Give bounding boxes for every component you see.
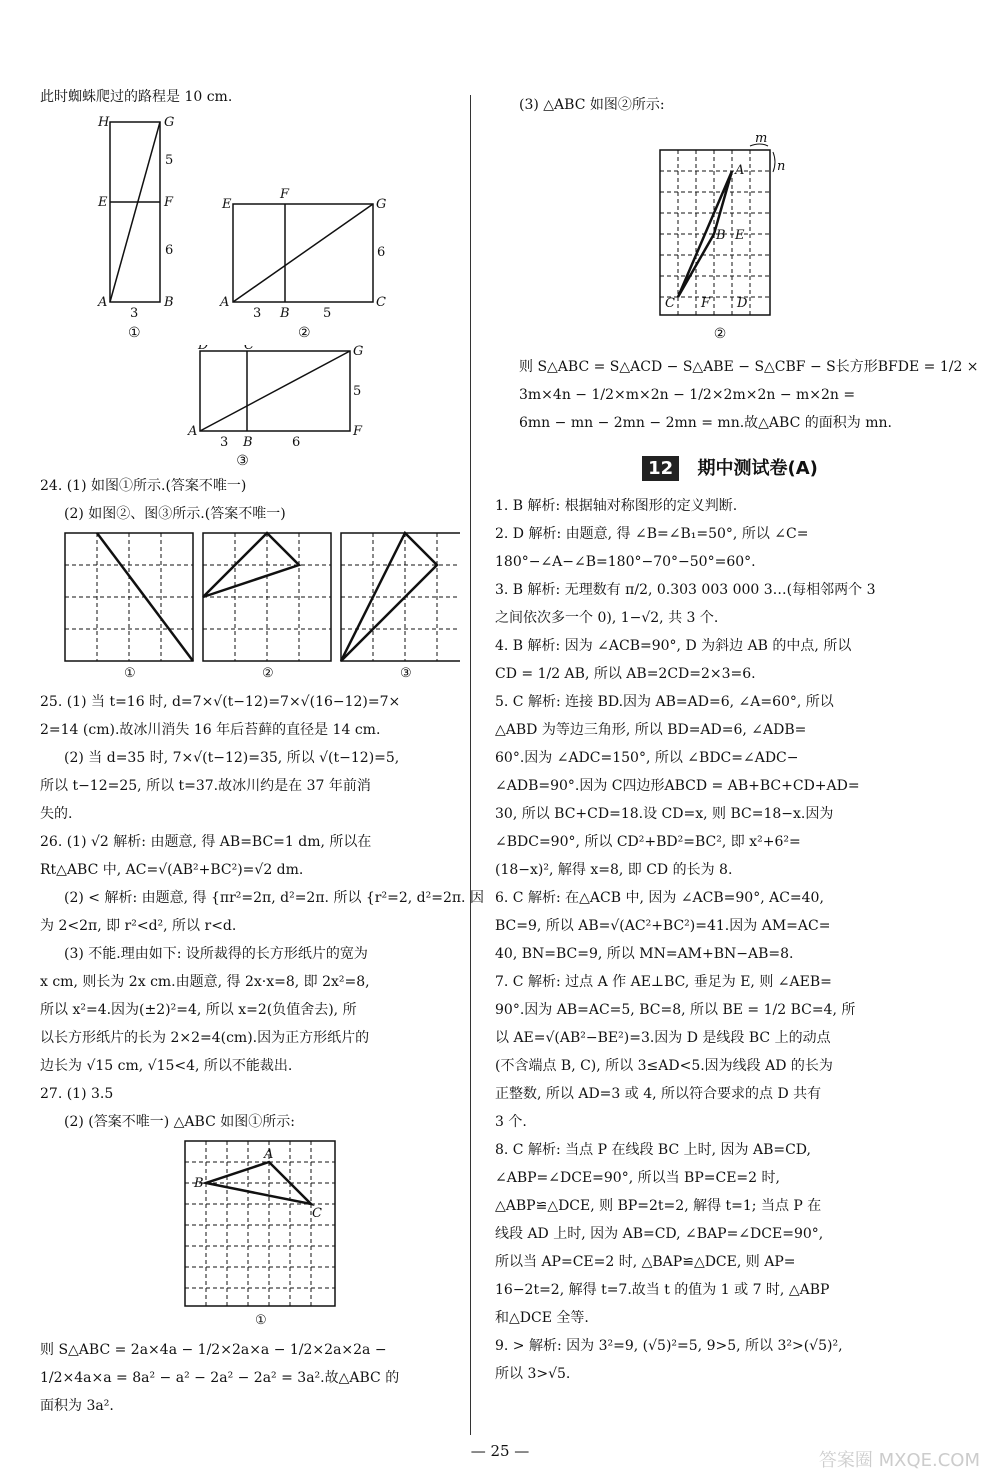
area-line-2: 3m×4n − 1/2×m×2n − 1/2×2m×2n − m×2n = — [519, 387, 856, 403]
svg-text:6: 6 — [292, 435, 301, 450]
svg-text:E: E — [735, 228, 745, 243]
q25-part2: (2) 当 d=35 时, 7×√(t−12)=35, 所以 √(t−12)=5, — [64, 750, 400, 766]
q27-grid-figure — [40, 1139, 460, 1329]
q26-part3-d: 以长方形纸片的长为 2×2=4(cm).因为正方形纸片的 — [40, 1030, 370, 1046]
q26-part3-c: 所以 x²=4.因为(±2)²=4, 所以 x=2(负值舍去), 所 — [40, 1002, 357, 1018]
answer-1: 1. B 解析: 根据轴对称图形的定义判断. — [495, 498, 738, 514]
answer-8-g: 和△DCE 全等. — [495, 1310, 589, 1326]
q24-part2: (2) 如图②、图③所示.(答案不唯一) — [64, 506, 286, 522]
right-column — [495, 80, 979, 1391]
answer-9: 9. > 解析: 因为 3²=9, (√5)²=5, 9>5, 所以 3²>(√5)², — [495, 1338, 843, 1354]
fig2-caption: ② — [298, 325, 311, 341]
svg-text:G: G — [164, 115, 175, 130]
answer-8-c: △ABP≌△DCE, 则 BP=2t=2, 解得 t=1; 当点 P 在 — [495, 1198, 822, 1214]
box-unfold-figures — [40, 114, 460, 329]
fig1-caption: ① — [128, 325, 141, 341]
svg-text:5: 5 — [165, 153, 174, 168]
svg-text:A: A — [220, 295, 230, 310]
q26-part2-cont: 为 2<2π, 即 r²<d², 所以 r<d. — [40, 918, 237, 934]
answer-5-c: 60°.因为 ∠ADC=150°, 所以 ∠BDC=∠ADC− — [495, 750, 799, 766]
svg-text:C: C — [312, 1206, 322, 1221]
svg-text:A: A — [735, 163, 745, 178]
answer-5-b: △ABD 为等边三角形, 所以 BD=AD=6, ∠ADB= — [495, 722, 807, 738]
q24-part1: 24. (1) 如图①所示.(答案不唯一) — [40, 478, 247, 494]
intro-text: 此时蜘蛛爬过的路程是 10 cm. — [40, 89, 233, 105]
svg-text:F: F — [164, 195, 174, 210]
answer-3-cont: 之间依次多一个 0), 1−√2, 共 3 个. — [495, 610, 719, 626]
svg-text:6: 6 — [377, 245, 386, 260]
svg-text:A: A — [188, 424, 198, 439]
svg-text:D: D — [198, 345, 209, 353]
q24-grid-figures — [40, 531, 460, 681]
answer-4-cont: CD = 1/2 AB, 所以 AB=2CD=2×3=6. — [495, 666, 756, 682]
answer-8-b: ∠ABP=∠DCE=90°, 所以当 BP=CE=2 时, — [495, 1170, 780, 1186]
answer-6: 6. C 解析: 在△ACB 中, 因为 ∠ACB=90°, AC=40, — [495, 890, 824, 906]
svg-text:③: ③ — [400, 666, 412, 681]
page-number: — 25 — — [470, 1442, 530, 1460]
answer-6-c: 40, BN=BC=9, 所以 MN=AM+BN−AB=8. — [495, 946, 794, 962]
svg-text:3: 3 — [220, 435, 229, 450]
answer-9-b: 所以 3>√5. — [495, 1366, 571, 1382]
svg-text:G: G — [376, 197, 387, 212]
svg-text:F: F — [701, 296, 711, 311]
column-divider — [470, 95, 471, 1435]
q25-part1-cont: 2=14 (cm).故冰川消失 16 年后苔藓的直径是 14 cm. — [40, 722, 381, 738]
q26-part3-e: 边长为 √15 cm, √15<4, 所以不能裁出. — [40, 1058, 293, 1074]
svg-text:5: 5 — [353, 384, 362, 399]
answer-8: 8. C 解析: 当点 P 在线段 BC 上时, 因为 AB=CD, — [495, 1142, 811, 1158]
answer-7-d: (不含端点 B, C), 所以 3≤AD<5.因为线段 AD 的长为 — [495, 1058, 833, 1074]
answer-5-g: (18−x)², 解得 x=8, 即 CD 的长为 8. — [495, 862, 733, 878]
watermark-logo: 答案圈 MXQE.COM — [818, 1450, 980, 1471]
answer-7: 7. C 解析: 过点 A 作 AE⊥BC, 垂足为 E, 则 ∠AEB= — [495, 974, 832, 990]
q26-part3-b: x cm, 则长为 2x cm.由题意, 得 2x·x=8, 即 2x²=8, — [40, 974, 370, 990]
q25-part2-end: 失的. — [40, 806, 73, 822]
svg-text:H: H — [98, 115, 110, 130]
svg-text:①: ① — [255, 1313, 267, 1328]
fig-caption: ② — [713, 326, 727, 342]
section-number: 12 — [642, 456, 679, 481]
q26-part2: (2) < 解析: 由题意, 得 {πr²=2π, d²=2π. 所以 {r²=2, d²=2π. 因 — [64, 890, 484, 906]
svg-text:E: E — [222, 197, 232, 212]
q25-part1: 25. (1) 当 t=16 时, d=7×√(t−12)=7×√(16−12)=7× — [40, 694, 401, 710]
answer-4: 4. B 解析: 因为 ∠ACB=90°, D 为斜边 AB 的中点, 所以 — [495, 638, 852, 654]
q26-part1-cont: Rt△ABC 中, AC=√(AB²+BC²)=√2 dm. — [40, 862, 304, 878]
q25-part2-cont: 所以 t−12=25, 所以 t=37.故冰川约是在 37 年前消 — [40, 778, 371, 794]
svg-text:B: B — [194, 1176, 204, 1191]
svg-text:①: ① — [124, 666, 136, 681]
svg-text:6: 6 — [165, 243, 174, 258]
answer-8-f: 16−2t=2, 解得 t=7.故当 t 的值为 1 或 7 时, △ABP — [495, 1282, 830, 1298]
q27-area-cont: 1/2×4a×a = 8a² − a² − 2a² − 2a² = 3a².故△ABC 的 — [40, 1370, 400, 1386]
q27-part1: 27. (1) 3.5 — [40, 1086, 114, 1102]
svg-text:3: 3 — [253, 306, 262, 321]
svg-text:C: C — [376, 295, 386, 310]
svg-text:A: A — [264, 1147, 274, 1162]
svg-text:F: F — [280, 187, 290, 202]
svg-text:C: C — [244, 345, 254, 353]
area-line-3: 6mn − mn − 2mn − 2mn = mn.故△ABC 的面积为 mn. — [519, 415, 892, 431]
q27-grid-figure-2 — [495, 122, 965, 322]
svg-text:D: D — [737, 296, 748, 311]
answer-5-e: 30, 所以 BC+CD=18.设 CD=x, 则 BC=18−x.因为 — [495, 806, 834, 822]
box-unfold-figure-3 — [40, 345, 460, 453]
answer-5-d: ∠ADB=90°.因为 C四边形ABCD = AB+BC+CD+AD= — [495, 778, 860, 794]
answer-8-d: 线段 AD 上时, 因为 AB=CD, ∠BAP=∠DCE=90°, — [495, 1226, 824, 1242]
answer-7-b: 90°.因为 AB=AC=5, BC=8, 所以 BE = 1/2 BC=4, 所 — [495, 1002, 856, 1018]
answer-2-cont: 180°−∠A−∠B=180°−70°−50°=60°. — [495, 554, 756, 570]
q26-part1: 26. (1) √2 解析: 由题意, 得 AB=BC=1 dm, 所以在 — [40, 834, 372, 850]
svg-text:B: B — [280, 306, 290, 321]
svg-text:B: B — [243, 435, 253, 450]
section-heading — [495, 454, 965, 481]
svg-text:5: 5 — [323, 306, 332, 321]
svg-text:B: B — [164, 295, 174, 310]
svg-text:F: F — [353, 424, 363, 439]
q27-part2: (2) (答案不唯一) △ABC 如图①所示: — [64, 1114, 295, 1130]
answer-6-b: BC=9, 所以 AB=√(AC²+BC²)=41.因为 AM=AC= — [495, 918, 831, 934]
fig3-caption: ③ — [236, 453, 249, 469]
svg-text:②: ② — [262, 666, 274, 681]
svg-text:A: A — [98, 295, 108, 310]
answer-3: 3. B 解析: 无理数有 π/2, 0.303 003 000 3…(每相邻两个 3 — [495, 582, 876, 598]
svg-text:G: G — [353, 345, 364, 359]
svg-text:B: B — [716, 228, 726, 243]
answer-5-f: ∠BDC=90°, 所以 CD²+BD²=BC², 即 x²+6²= — [495, 834, 801, 850]
answer-7-c: 以 AE=√(AB²−BE²)=3.因为 D 是线段 BC 上的动点 — [495, 1030, 831, 1046]
q27-part3: (3) △ABC 如图②所示: — [519, 97, 665, 113]
section-title: 期中测试卷(A) — [697, 458, 818, 479]
answer-7-e: 正整数, 所以 AD=3 或 4, 所以符合要求的点 D 共有 — [495, 1086, 822, 1102]
q27-area-end: 面积为 3a². — [40, 1398, 114, 1414]
svg-text:n: n — [777, 159, 786, 174]
q26-part3: (3) 不能.理由如下: 设所裁得的长方形纸片的宽为 — [64, 946, 368, 962]
area-line-1: 则 S△ABC = S△ACD − S△ABE − S△CBF − S长方形BFDE = 1/2 × — [519, 359, 979, 375]
q27-area: 则 S△ABC = 2a×4a − 1/2×2a×a − 1/2×2a×2a − — [40, 1342, 387, 1358]
answer-2: 2. D 解析: 由题意, 得 ∠B=∠B₁=50°, 所以 ∠C= — [495, 526, 809, 542]
svg-text:m: m — [755, 131, 768, 146]
answer-7-f: 3 个. — [495, 1114, 527, 1130]
left-column — [40, 80, 484, 1423]
svg-text:C: C — [665, 296, 675, 311]
answer-5: 5. C 解析: 连接 BD.因为 AB=AD=6, ∠A=60°, 所以 — [495, 694, 834, 710]
svg-text:E: E — [98, 195, 108, 210]
svg-text:3: 3 — [130, 306, 139, 321]
answer-8-e: 所以当 AP=CE=2 时, △BAP≌△DCE, 则 AP= — [495, 1254, 796, 1270]
